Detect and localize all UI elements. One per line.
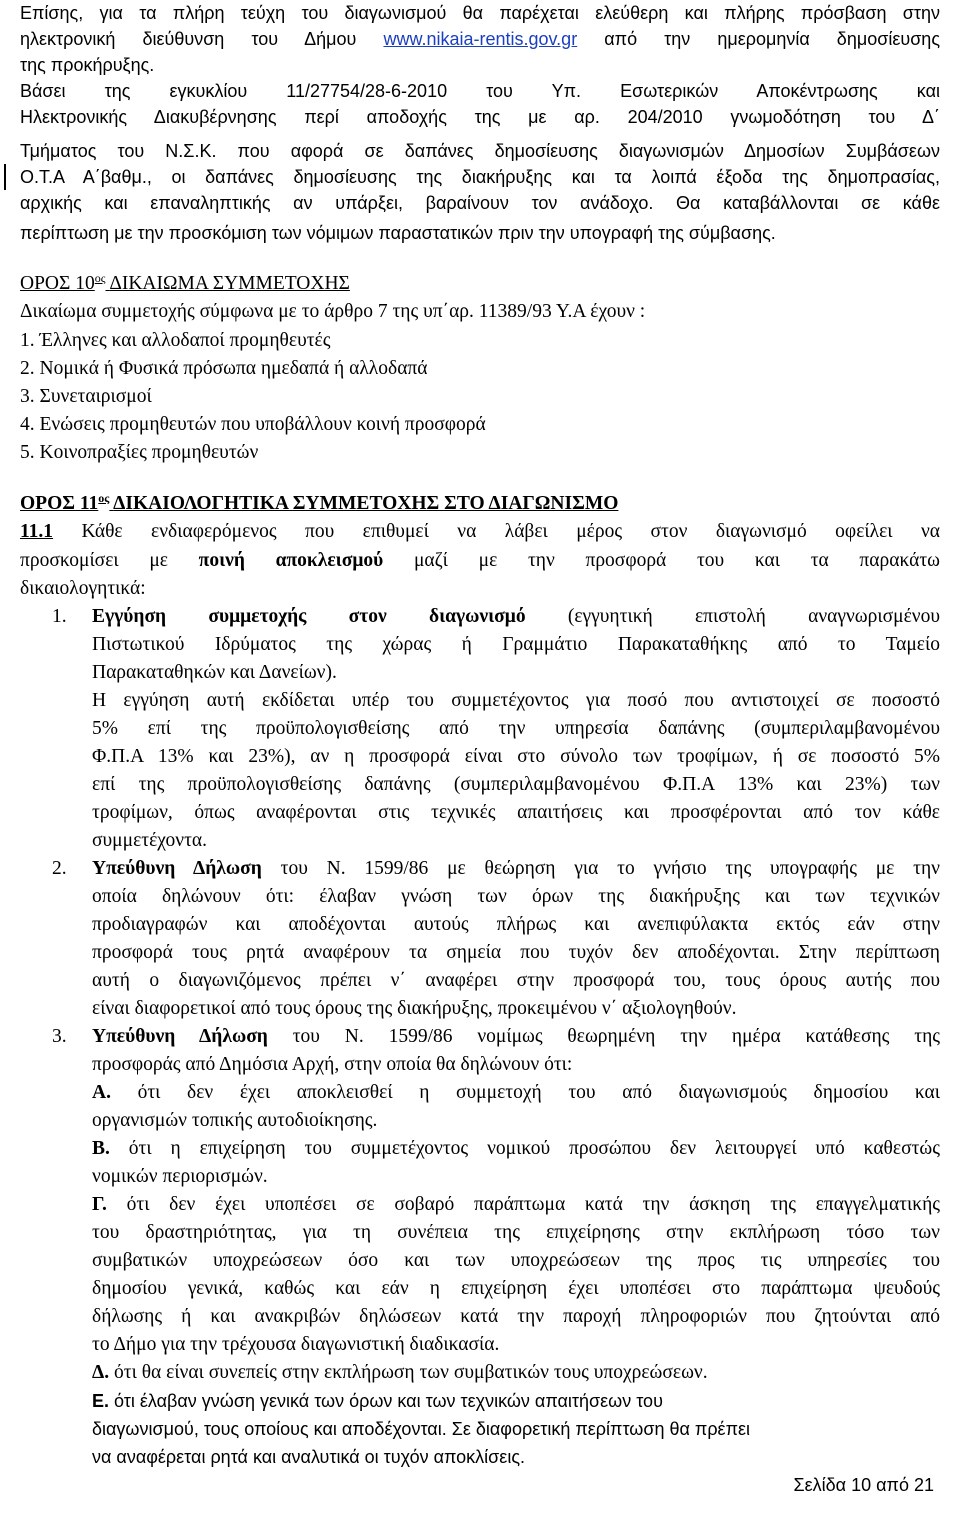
item-1-line-7: επί της προϋπολογισθείσης δαπάνης (συμπεριλαμβανομένου Φ.Π.Α 13% και 23%) των xyxy=(92,774,940,795)
page-number: 10 xyxy=(851,1475,872,1495)
item-2-line-6: είναι διαφορετικοί από τους όρους της διακήρυξης, προκειμένου ν΄ αξιολογηθούν. xyxy=(92,998,737,1019)
item-2-line-5: αυτή ο διαγωνιζόμενος πρέπει ν΄ αναφέρει στην προσφορά του, τους όρους αυτής που xyxy=(92,970,940,991)
intro-line-3: της προκήρυξης. xyxy=(20,55,155,75)
declaration-a-line-1: Α. ότι δεν έχει αποκλεισθεί η συμμετοχή του από διαγωνισμούς δημοσίου και xyxy=(92,1082,940,1103)
declaration-g-line-4: δημοσίου γενικά, καθώς και εάν η επιχείρηση έχει υποπέσει στο παράπτωμα ψευδούς xyxy=(92,1278,940,1299)
declaration-e-line-3: να αναφέρεται ρητά και αναλυτικά οι τυχόν αποκλίσεις. xyxy=(92,1447,525,1467)
declaration-b-line-1: Β. ότι η επιχείρηση του συμμετέχοντος νομικού προσώπου δεν λειτουργεί υπό καθεστώς xyxy=(92,1138,940,1159)
clause-11-1-line-2: προσκομίσει με ποινή αποκλεισμού μαζί με την προσφορά του και τα παρακάτω xyxy=(20,550,940,571)
item-3-line-2: προσφοράς από Δημόσια Αρχή, στην οποία θα δηλώνουν ότι: xyxy=(92,1054,573,1075)
circular-line-6: περίπτωση με την προσκόμιση των νόμιμων παραστατικών πριν την υπογραφή της σύμβασης. xyxy=(20,223,776,243)
declaration-g-line-1: Γ. ότι δεν έχει υποπέσει σε σοβαρό παράπτωμα κατά την άσκηση της επαγγελματικής xyxy=(92,1194,940,1215)
list-item: 3. Συνεταιρισμοί xyxy=(20,386,152,407)
page-footer: Σελίδα 10 από 21 xyxy=(793,1475,934,1495)
item-2-line-1: Υπεύθυνη Δήλωση του Ν. 1599/86 με θεώρηση για το γνήσιο της υπογραφής με την xyxy=(92,858,940,879)
item-3-line-1: Υπεύθυνη Δήλωση του Ν. 1599/86 νομίμως θεωρημένη την ημέρα κατάθεσης της xyxy=(92,1026,940,1047)
term-11-heading: ΟΡΟΣ $11^{o\varsigma}$ ΔΙΚΑΙΟΛΟΓΗΤΙΚΑ ΣΥΜΜΕΤΟΧΗΣ ΣΤΟ ΔΙΑΓΩΝΙΣΜΟ xyxy=(20,491,619,514)
declaration-g-line-6: το Δήμο για την τρέχουσα διαγωνιστική διαδικασία. xyxy=(92,1334,500,1355)
list-item: 1. Έλληνες και αλλοδαποί προμηθευτές xyxy=(20,330,331,351)
item-1-line-2: Πιστωτικού Ιδρύματος της χώρας ή Γραμμάτιο Παρακαταθήκης από το Ταμείο xyxy=(92,634,940,655)
item-2-number: 2. xyxy=(52,858,67,879)
declaration-g-line-3: συμβατικών υποχρεώσεων όσο και των υποχρεώσεων της προς τις υπηρεσίες του xyxy=(92,1250,940,1271)
term-10-heading: ΟΡΟΣ $10^{o\varsigma}$ ΔΙΚΑΙΩΜΑ ΣΥΜΜΕΤΟΧΗΣ xyxy=(20,271,350,294)
municipality-website-link[interactable]: www.nikaia-rentis.gov.gr xyxy=(383,29,578,49)
declaration-g-line-2: του δραστηριότητας, για τη συνέπεια της επιχείρησης στην εκπλήρωση τόσο των xyxy=(92,1222,940,1243)
item-1-line-9: συμμετέχοντα. xyxy=(92,830,208,851)
item-1-line-8: τροφίμων, όπως αναφέρονται στις τεχνικές απαιτήσεις και προσφέρονται από τον κάθε xyxy=(92,802,940,823)
declaration-e-line-2: διαγωνισμού, τους οποίους και αποδέχονται. Σε διαφορετική περίπτωση θα πρέπει xyxy=(92,1419,751,1439)
circular-line-1: Βάσει της εγκυκλίου 11/27754/28-6-2010 του Υπ. Εσωτερικών Αποκέντρωσης και xyxy=(20,81,940,101)
declaration-b-line-2: νομικών περιορισμών. xyxy=(92,1166,268,1187)
item-3-number: 3. xyxy=(52,1026,67,1047)
item-1-line-6: Φ.Π.Α 13% και 23%), αν η προσφορά είναι στο σύνολο των τροφίμων, ή σε ποσοστό 5% xyxy=(92,746,940,767)
circular-line-3: Τμήματος του Ν.Σ.Κ. που αφορά σε δαπάνες δημοσίευσης διαγωνισμών Δημοσίων Συμβάσεων xyxy=(20,141,940,161)
circular-line-5: αρχικής και επαναληπτικής αν υπάρξει, βαραίνουν τον ανάδοχο. Θα καταβάλλονται σε κάθε xyxy=(20,193,940,213)
circular-line-4: Ο.Τ.Α Α΄βαθμ., οι δαπάνες δημοσίευσης της διακήρυξης και τα λοιπά έξοδα της δημοπρασίας, xyxy=(20,167,940,187)
item-2-line-3: προδιαγραφών και αποδέχονται αυτούς πλήρως και ανεπιφύλακτα εκτός εάν στην xyxy=(92,914,940,935)
item-2-line-4: προσφορά τους ρητά αναφέρουν τα σημεία που τυχόν δεν αποδέχονται. Στην περίπτωση xyxy=(92,942,940,963)
intro-line-1: Επίσης, για τα πλήρη τεύχη του διαγωνισμού θα παρέχεται ελεύθερη και πλήρης πρόσβαση στην xyxy=(20,3,940,23)
item-1-line-4: Η εγγύηση αυτή εκδίδεται υπέρ του συμμετέχοντος για ποσό που αντιστοιχεί σε ποσοστό xyxy=(92,690,940,711)
declaration-a-line-2: οργανισμών τοπικής αυτοδιοίκησης. xyxy=(92,1110,378,1131)
list-item: 4. Ενώσεις προμηθευτών που υποβάλλουν κοινή προσφορά xyxy=(20,414,486,435)
clause-11-1-line-1: 11.1 Κάθε ενδιαφερόμενος που επιθυμεί να λάβει μέρος στον διαγωνισμό οφείλει να xyxy=(20,521,940,542)
page-total: 21 xyxy=(913,1475,934,1495)
list-item: 5. Κοινοπραξίες προμηθευτών xyxy=(20,442,259,463)
change-bar-marker xyxy=(4,164,6,190)
declaration-g-line-5: δήλωσης ή και ανακριβών δηλώσεων κατά την παροχή πληροφοριών που ζητούνται από xyxy=(92,1306,940,1327)
declaration-e-line-1: Ε. ότι έλαβαν γνώση γενικά των όρων και των τεχνικών απαιτήσεων του xyxy=(92,1391,663,1411)
clause-11-1-line-3: δικαιολογητικά: xyxy=(20,578,146,599)
item-2-line-2: οποία δηλώνουν ότι: έλαβαν γνώση των όρων της διακήρυξης και των τεχνικών xyxy=(92,886,940,907)
circular-line-2: Ηλεκτρονικής Διακυβέρνησης περί αποδοχής της με αρ. 204/2010 γνωμοδότηση του Δ΄ xyxy=(20,107,940,127)
intro-line-2: ηλεκτρονική διεύθυνση του Δήμου www.nikaia-rentis.gov.gr από την ημερομηνία δημοσίευσης xyxy=(20,29,940,49)
declaration-d-line-1: Δ. ότι θα είναι συνεπείς στην εκπλήρωση των συμβατικών τους υποχρεώσεων. xyxy=(92,1362,708,1383)
item-1-line-3: Παρακαταθηκών και Δανείων). xyxy=(92,662,337,683)
item-1-line-5: 5% επί της προϋπολογισθείσης από την υπηρεσία δαπάνης (συμπεριλαμβανομένου xyxy=(92,718,940,739)
list-item: 2. Νομικά ή Φυσικά πρόσωπα ημεδαπά ή αλλοδαπά xyxy=(20,358,428,379)
term-10-intro: Δικαίωμα συμμετοχής σύμφωνα με το άρθρο 7 της υπ΄αρ. 11389/93 Υ.Α έχουν : xyxy=(20,301,646,322)
item-1-line-1: Εγγύηση συμμετοχής στον διαγωνισμό (εγγυητική επιστολή αναγνωρισμένου xyxy=(92,606,940,627)
item-1-number: 1. xyxy=(52,606,67,627)
